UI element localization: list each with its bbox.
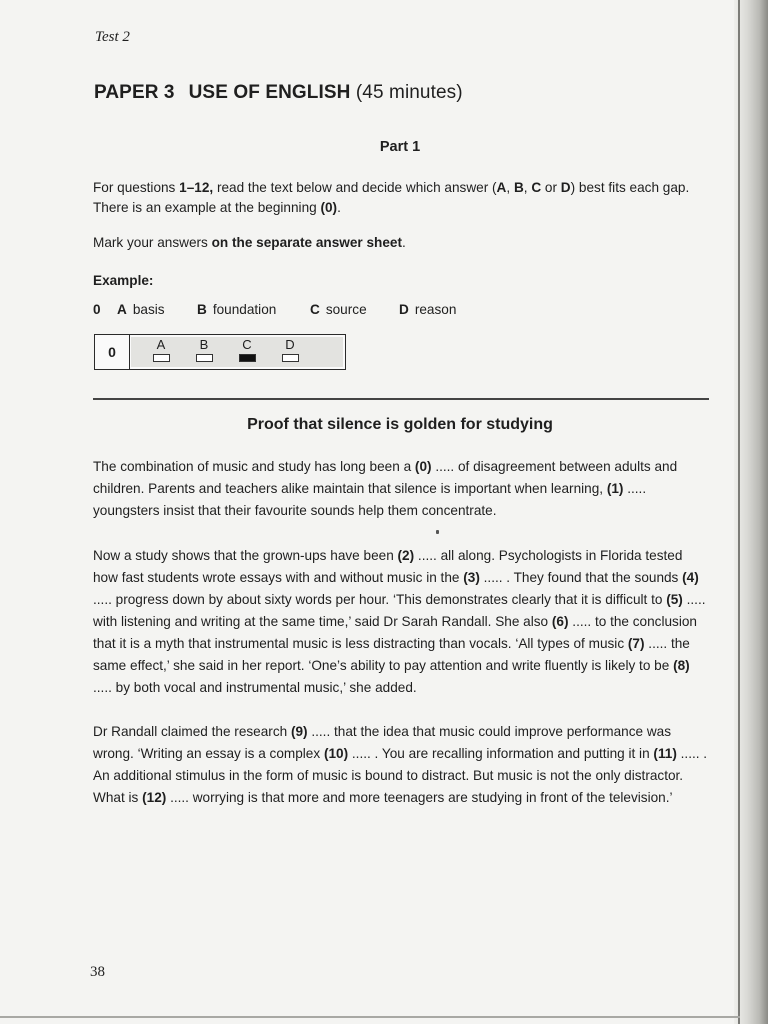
answer-bubble	[153, 354, 170, 362]
option-letter: D	[560, 180, 571, 195]
gap-number: (10)	[323, 746, 349, 761]
gap-number: (6)	[551, 614, 569, 629]
example-option-c: C source	[310, 302, 367, 317]
answer-option-d: D	[278, 337, 302, 362]
example-option-a: A basis	[117, 302, 165, 317]
gap-number: (11)	[653, 746, 677, 761]
paragraph-text: Now a study shows that the grown-ups have been	[93, 548, 398, 563]
test-label: Test 2	[95, 29, 130, 45]
article-title: Proof that silence is golden for studying	[247, 416, 553, 433]
option-letter: A	[496, 180, 507, 195]
answer-grid-number: 0	[95, 335, 130, 369]
instructions-questions	[93, 178, 713, 218]
page-number: 38	[90, 964, 105, 980]
paragraph-text: ..... progress down by about sixty words per hour. ‘This demonstrates clearly that it is difficult to	[93, 592, 667, 607]
paragraph-text: ..... by both vocal and instrumental music,’ she added.	[93, 680, 417, 695]
instructions-text: For questions	[93, 180, 180, 195]
gap-number: (12)	[142, 790, 167, 805]
instructions-text: or	[541, 180, 561, 195]
answer-bubble	[282, 354, 299, 362]
paragraph-text: ..... . You are recalling information and putting it in	[348, 746, 654, 761]
article-paragraph-1	[93, 456, 709, 522]
paper-section: USE OF ENGLISH	[188, 82, 351, 103]
stray-mark	[436, 530, 439, 534]
instructions-text: .	[402, 235, 406, 250]
instructions-text: Mark your answers	[93, 235, 212, 250]
example-label: Example:	[93, 273, 154, 288]
paper-duration: (45 minutes)	[355, 82, 463, 103]
section-divider	[93, 398, 709, 400]
instructions-text: .	[337, 200, 341, 215]
option-letter: C	[531, 180, 542, 195]
part-heading: Part 1	[379, 139, 421, 155]
paragraph-text: ..... to the conclusion that it is a myth that instrumental music is less distracting than vocals. ‘All types of music	[93, 614, 697, 651]
paper-title	[94, 82, 463, 104]
answer-sheet-note: on the separate answer sheet	[211, 235, 402, 250]
answer-grid-options	[131, 337, 343, 367]
instructions-text: ,	[506, 180, 514, 195]
answer-option-c: C	[235, 337, 259, 362]
paragraph-text: ..... worrying is that more and more teenagers are studying in front of the television.’	[166, 790, 673, 805]
instructions-text: ,	[523, 180, 532, 195]
example-answer-grid	[94, 334, 346, 370]
paragraph-text: ..... the same effect,’ she said in her report. ‘One’s ability to pay attention and write fluently is likely to be	[93, 636, 690, 673]
paper-number: PAPER 3	[94, 82, 175, 103]
gap-number: (2)	[397, 548, 415, 563]
paragraph-text: The combination of music and study has long been a	[93, 459, 415, 474]
gap-number: (8)	[673, 658, 690, 673]
paragraph-text: ..... with listening and writing at the same time,’ said Dr Sarah Randall. She also	[93, 592, 706, 629]
gap-number: (1)	[606, 481, 624, 496]
question-range: 1–12,	[179, 180, 214, 195]
example-option-d: D reason	[399, 302, 457, 317]
instructions-mark	[93, 233, 713, 253]
option-letter: B	[513, 180, 524, 195]
answer-option-b: B	[192, 337, 216, 362]
example-ref: (0)	[320, 200, 338, 215]
example-option-b: B foundation	[197, 302, 277, 317]
paragraph-text: ..... . They found that the sounds	[479, 570, 683, 585]
paragraph-text: ..... . An additional stimulus in the form of music is bound to distract. But music is not the only distractor. What is	[93, 746, 708, 805]
page-bottom-edge	[0, 1016, 740, 1018]
gap-number: (4)	[682, 570, 699, 585]
gap-number: (3)	[463, 570, 480, 585]
instructions-text: There is an example at the beginning	[93, 200, 321, 215]
paragraph-text: ..... that the idea that music could improve performance was wrong. ‘Writing an essay is a complex	[93, 724, 672, 761]
instructions-text: read the text below and decide which answer (	[213, 180, 497, 195]
paragraph-text: ..... all along. Psychologists in Florida tested how fast students wrote essays with and without music in the	[93, 548, 683, 585]
gap-number: (7)	[627, 636, 645, 651]
example-number: 0	[93, 302, 101, 317]
instructions-text: ) best fits each gap.	[570, 180, 690, 195]
paragraph-text: Dr Randall claimed the research	[93, 724, 291, 739]
paragraph-text: ..... youngsters insist that their favourite sounds help them concentrate.	[93, 481, 647, 518]
article-paragraph-2	[93, 545, 709, 699]
article-paragraph-3	[93, 721, 709, 809]
answer-bubble-selected	[239, 354, 256, 362]
answer-bubble	[196, 354, 213, 362]
gap-number: (5)	[666, 592, 683, 607]
answer-option-a: A	[149, 337, 173, 362]
gap-number: (9)	[290, 724, 308, 739]
paragraph-text: ..... of disagreement between adults and children. Parents and teachers alike maintain that silence is important when learning,	[93, 459, 678, 496]
gap-number: (0)	[414, 459, 432, 474]
